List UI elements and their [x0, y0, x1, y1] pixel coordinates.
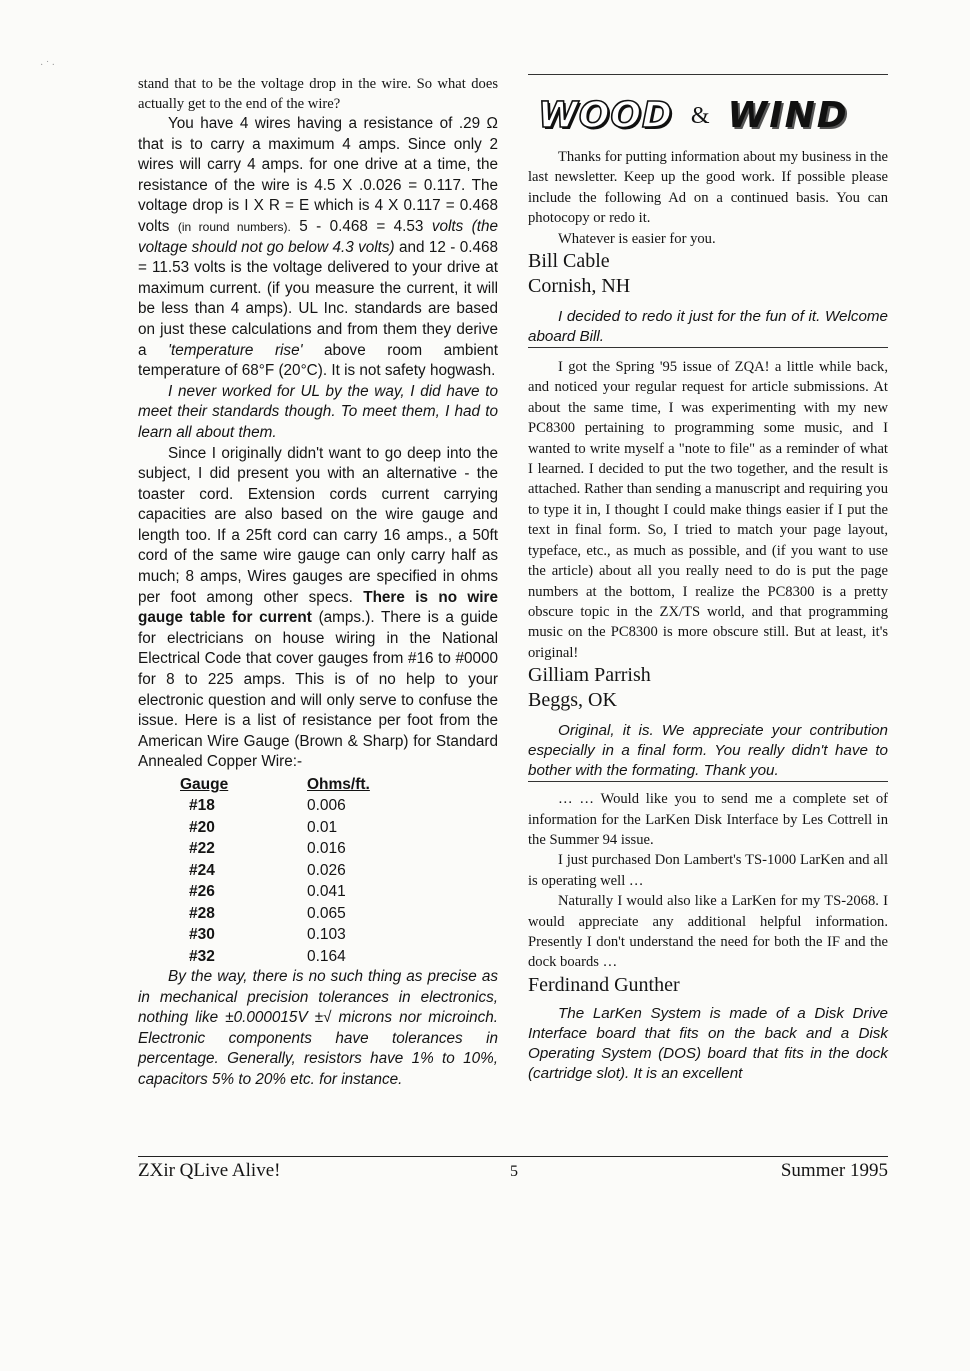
table-row: #20 0.01 — [189, 818, 338, 836]
table-row: #30 0.103 — [189, 926, 346, 943]
letter-1-location: Cornish, NH — [528, 275, 631, 298]
right-column — [528, 74, 888, 1084]
letter-3-part-1: … … Would like you to send me a complete set of information for the LarKen Disk Interface by Les Cottrell in the Summer 94 issue. — [528, 791, 888, 848]
editor-aside-1: I never worked for UL by the way, I did have to meet their standards though. To meet them, I had to learn all about them. — [138, 382, 498, 441]
letter-1-signature: Bill Cable — [528, 250, 610, 273]
page-number: 5 — [510, 1163, 518, 1180]
table-row: #22 0.016 — [189, 840, 346, 857]
logo-wind: WIND — [727, 94, 849, 136]
ohms-header: Ohms/ft. — [307, 776, 370, 793]
table-row: #24 0.026 — [189, 861, 346, 879]
letter-2: I got the Spring '95 issue of ZQA! a little while back, and noticed your regular request for article submissions. At about the same time, I was experimenting with my new PC8300 pertaining to programming some music, and I wanted to write myself a "note to file" as a reminder of what I learned. I decided to put the two together, and the result is attached. Rather than sending a manuscript and requiring you to type it in, I thought I could make things easier if I put the text in final form. So, I tried to match your page layout, typeface, etc., as much as possible, and (if you want to use the article) about all you really need to do is put the page numbers at the bottom, I realize the PC8300 is a pretty obscure topic in the ZX/TS world, and that programming music on the PC8300 is more obscure still. But at least, it's original! — [528, 359, 888, 661]
table-row: #26 0.041 — [189, 883, 346, 900]
reply-3: The LarKen System is made of a Disk Drive Interface board that fits on the back and a Disk Operating System (DOS) board that fits in the dock (cartridge slot). It is an excellent — [528, 1004, 888, 1082]
reply-2: Original, it is. We appreciate your contribution especially in a final form. You really didn't have to bother with the formating. Thank you. — [528, 722, 888, 780]
logo-ampersand: & — [690, 102, 710, 129]
gauge-header: Gauge — [180, 776, 229, 793]
editor-aside-2: By the way, there is no such thing as precise as in mechanical precision tolerances in electronics, nothing like ±0.000015V ±√ microns nor microinch. Electronic components have tolerances in percentage. Generally, resistors have 1% to 10%, capacitors 5% to 20% etc. for instance. — [138, 968, 498, 1088]
paragraph-4: Since I originally didn't want to go deep into the subject, I did present you with an alternative - the toaster cord. Extension cords current carrying capacities are also based on the wire gauge and length too. If a 25ft cord can carry 16 amps., a 50ft cord of the same wire gauge can only carry half as much; 8 amps, Wires gauges are specified in ohms per foot among other specs. There is no wire gauge table for current (amps.). There is a guide for electricians on house wiring in the National Electrical Code that cover gauges from #16 to #0000 for 8 to 225 amps. This is of no help to your electronic question and will only serve to confuse the issue. Here is a list of resistance per foot from the American Wire Gauge (Brown & Sharp) for Standard Annealed Copper Wire:- — [138, 444, 499, 771]
left-column — [138, 74, 498, 1091]
letter-3-signature: Ferdinand Gunther — [528, 973, 680, 996]
letter-2-signature: Gilliam Parrish — [528, 664, 651, 687]
logo-wood: WOOD — [538, 94, 673, 136]
letter-3-part-3: Naturally I would also like a LarKen for my TS-2068. I would appreciate any additional helpful information. Presently I don't understand the need for both the IF and the dock boards … — [528, 893, 888, 971]
table-row: #18 0.006 — [189, 797, 346, 814]
divider-1 — [528, 347, 888, 348]
letter-1: Thanks for putting information about my business in the last newsletter. Keep up the good work. If possible please include the following Ad on a continued basis. You can photocopy or redo it. — [528, 149, 888, 227]
letter-1-closing: Whatever is easier for you. — [558, 230, 716, 247]
scan-specks: · ˙ · — [40, 60, 55, 71]
top-rule — [528, 74, 888, 75]
wire-gauge-table — [180, 774, 370, 967]
reply-1: I decided to redo it just for the fun of it. Welcome aboard Bill. — [528, 308, 888, 346]
divider-2 — [528, 781, 888, 782]
letter-2-location: Beggs, OK — [528, 689, 617, 712]
paragraph-2: You have 4 wires having a resistance of .29 Ω that is to carry a maximum 4 amps. Since only 2 wires will carry 4 amps. for one drive at a time, the resistance of the wire is 4.5 X .0.026 = 0.117. The voltage drop is I X R = E which is 4 X 0.117 = 0.468 volts (in round numbers). 5 - 0.468 = 4.53 volts (the voltage should not go below 4.3 volts) and 12 - 0.468 = 11.53 volts is the voltage delivered to your drive at maximum current. (if you measure the current, it will be less than 4 amps). UL Inc. standards are based on just these calculations and from them they derive a 'temperature rise' above room ambient temperature of 68°F (20°C). It is not safety hogwash. — [138, 115, 499, 380]
table-row: #32 0.164 — [189, 947, 346, 965]
table-row: #28 0.065 — [189, 904, 346, 922]
page-footer — [138, 1156, 888, 1181]
paragraph-1: stand that to be the voltage drop in the wire. So what does actually get to the end of the wire? — [138, 76, 498, 112]
wood-and-wind-logo — [538, 93, 888, 139]
footer-publication: ZXir QLive Alive! — [138, 1160, 281, 1181]
footer-issue: Summer 1995 — [780, 1160, 888, 1181]
letter-3-part-2: I just purchased Don Lambert's TS-1000 LarKen and all is operating well … — [528, 852, 888, 889]
